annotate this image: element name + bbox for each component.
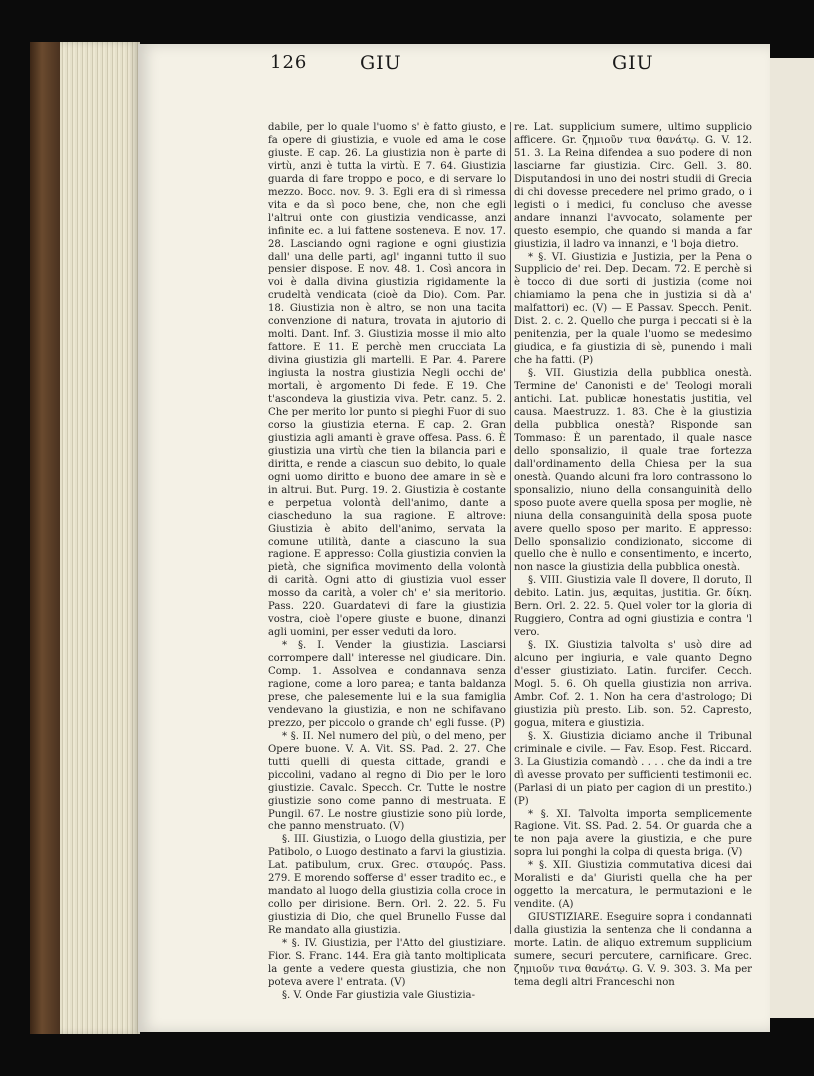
entry-paragraph: re. Lat. supplicium sumere, ultimo supplicio afficere. Gr. ζημιοῦν τινα θανάτῳ. G. V. 12. 51. 3. La Reina difendea a suo podere di non lasciarne far giustizia. Circ. Gell. 3. 80. Disputandosi in uno dei nostri studii di Grecia di chi dovesse precedere nel primo grado, o i legisti o i medici, fu concluso che avesse andare innanzi l'avvocato, solamente per questo esempio, che quando si manda a far giustizia, il ladro va innanzi, e 'l boja dietro. (514, 122, 752, 250)
entry-section: §. VII. Giustizia della pubblica onestà. Termine de' Canonisti e de' Teologi morali antichi. Lat. publicæ honestatis justitia, vel causa. Maestruzz. 1. 83. Che è la giustizia della pubblica onestà? Risponde san Tommaso: È un parentado, il quale nasce dello sponsalizio, il quale trae fortezza dall'ordinamento della Chiesa per la sua onestà. Quando alcuni fra loro contrassono lo sponsalizio, niuno della consanguinità dello sposo puote avere quella sposa per moglie, nè niuna della consanguinità della sposa puote avere quello sposo per marito. E appresso: Dello sponsalizio condizionato, siccome di quello che è nullo e consentimento, e incerto, non nasce la giustizia della pubblica onestà. (514, 368, 752, 574)
page-number: 126 (270, 52, 308, 73)
entry-paragraph: dabile, per lo quale l'uomo s' è fatto giusto, e fa opere di giustizia, e vuole ed ama le cose giuste. E cap. 26. La giustizia non è parte di virtù, anzi è tutta la virtù. E 7. 64. Giustizia guarda di fare troppo e poco, e di servare lo mezzo. Bocc. nov. 9. 3. Egli era di sì rimessa vita e da sì poco bene, che, non che egli l'altrui onte con giustizia vendicasse, anzi infinite ec. a lui fattene sosteneva. E nov. 17. 28. Lasciando ogni ragione e ogni giustizia dall' una delle parti, agl' inganni tutto il suo pensier dispose. E nov. 48. 1. Così ancora in voi è dalla divina giustizia rigidamente la crudeltà vendicata (cioè da Dio). Com. Par. 18. Giustizia non è altro, se non una tacita convenzione di natura, trovata in ajutorio di molti. Dant. Inf. 3. Giustizia mosse il mio alto fattore. E 11. E perchè men crucciata La divina giustizia gli martelli. E Par. 4. Parere ingiusta la nostra giustizia Negli occhi de' mortali, è argomento Di fede. E 19. Che t'ascondeva la giustizia viva. Petr. canz. 5. 2. Che per merito lor punto si pieghi Fuor di suo corso la giustizia eterna. E cap. 2. Gran giustizia agli amanti è grave offesa. Pass. 6. È giustizia una virtù che tien la bilancia pari e diritta, e rende a ciascun suo debito, lo quale ogni uomo diritto e buono dee amare in sè e in altrui. But. Purg. 19. 2. Giustizia è costante e perpetua volontà dell'animo, dante a ciascheduno la sua ragione. E altrove: Giustizia è abito dell'animo, servata la comune utilità, dante a ciascuno la sua ragione. E appresso: Colla giustizia convien la pietà, che significa movimento della volontà di carità. Ogni atto di giustizia vuol esser mosso da carità, a voler ch' e' sia meritorio. Pass. 220. Guardatevi di fare la giustizia vostra, cioè l'opere giuste e buone, dinanzi agli uomini, per esser veduti da loro. (268, 122, 506, 639)
entry-section: * §. IV. Giustizia, per l'Atto del giustiziare. Fior. S. Franc. 144. Era già tanto moltiplicata la gente a vedere questa giustizia, che non poteva avere l' entrata. (V) (268, 938, 506, 988)
entry-section: * §. II. Nel numero del più, o del meno, per Opere buone. V. A. Vit. SS. Pad. 2. 27. Che tutti quelli di questa cittade, grandi e piccolini, vadano al regno di Dio per le loro giustizie. Cavalc. Specch. Cr. Tutte le nostre giustizie sono come panno di mestruata. E Pungil. 67. Le nostre giustizie sono più lorde, che panno menstruato. (V) (268, 730, 506, 833)
right-running-head: GIU (612, 52, 654, 74)
entry-section: * §. VI. Giustizia e Justizia, per la Pena o Supplicio de' rei. Dep. Decam. 72. E perchè si è tocco di due sorti di justizia (come noi chiamiamo la pena che in justizia si dà a' malfattori) ec. (V) — E Passav. Specch. Penit. Dist. 2. c. 2. Quello che purga i peccati si è la penitenzia, per la quale l'uomo se medesimo giudica, e fa giustizia di sè, punendo i mali che ha fatti. (P) (514, 251, 752, 367)
left-running-head: GIU (360, 52, 402, 74)
entry-section: * §. XII. Giustizia commutativa dicesi dai Moralisti e da' Giuristi quella che ha per oggetto la mercatura, le permutazioni e le vendite. (A) (514, 860, 752, 911)
entry-section: §. III. Giustizia, o Luogo della giustizia, per Patibolo, o Luogo destinato a farvi la giustizia. Lat. patibulum, crux. Grec. σταυρός. Pass. 279. E morendo sofferse d' esser tradito ec., e mandato al luogo della giustizia colla croce in collo per dirisione. Bern. Orl. 2. 22. 5. Fu giustizia di Dio, che quel Brunello Fusse dal Re mandato alla giustizia. (268, 834, 506, 937)
book-spine (30, 42, 60, 1034)
headword-entry: GIUSTIZIARE. Eseguire sopra i condannati dalla giustizia la sentenza che li condanna a morte. Latin. de aliquo extremum supplicium sumere, securi percutere, carnificare. Grec. ζημιοῦν τινα θανάτῳ. G. V. 9. 303. 3. Ma per tema degli altri Franceschi non (514, 912, 752, 988)
entry-section: §. V. Onde Far giustizia vale Giustizia- (282, 989, 475, 1001)
facing-page-edge (770, 58, 814, 1018)
entry-section: §. IX. Giustizia talvolta s' usò dire ad alcuno per ingiuria, e vale quanto Degno d'esser giustiziato. Latin. furcifer. Cecch. Mogl. 5. 6. Oh quella giustizia non arriva. Ambr. Cof. 2. 1. Non ha cera d'astrologo; Di giustizia più presto. Lib. son. 52. Capresto, gogua, mitera e giustizia. (514, 640, 752, 729)
entry-section: §. VIII. Giustizia vale Il dovere, Il doruto, Il debito. Latin. jus, æquitas, justitia. Gr. δίκη. Bern. Orl. 2. 22. 5. Quel voler tor la gloria di Ruggiero, Contra ad ogni giustizia e contra 'l vero. (514, 575, 752, 639)
entry-section: * §. I. Vender la giustizia. Lasciarsi corrompere dall' interesse nel giudicare. Din. Comp. 1. Assolvea e condannava senza ragione, come a loro parea; e tanta baldanza prese, che palesemente lui e la sua famiglia vendevano la giustizia, e non ne schifavano prezzo, per piccolo o grande ch' egli fusse. (P) (268, 640, 506, 729)
left-column (268, 122, 506, 1012)
entry-section: * §. XI. Talvolta importa semplicemente Ragione. Vit. SS. Pad. 2. 54. Or guarda che a te non paja avere la giustizia, e che pure sopra lui ponghi la colpa di questa briga. (V) (514, 808, 752, 859)
column-rule (510, 122, 511, 934)
page-edges (60, 42, 140, 1034)
right-column (514, 122, 752, 1012)
entry-section: §. X. Giustizia diciamo anche il Tribunal criminale e civile. — Fav. Esop. Fest. Riccard. 3. La Giustizia comandò . . . . che da indi a tre dì avesse provato per sufficienti testimonii ec. (Parlasi di un piato per cagion di un prestito.) (P) (514, 730, 752, 807)
